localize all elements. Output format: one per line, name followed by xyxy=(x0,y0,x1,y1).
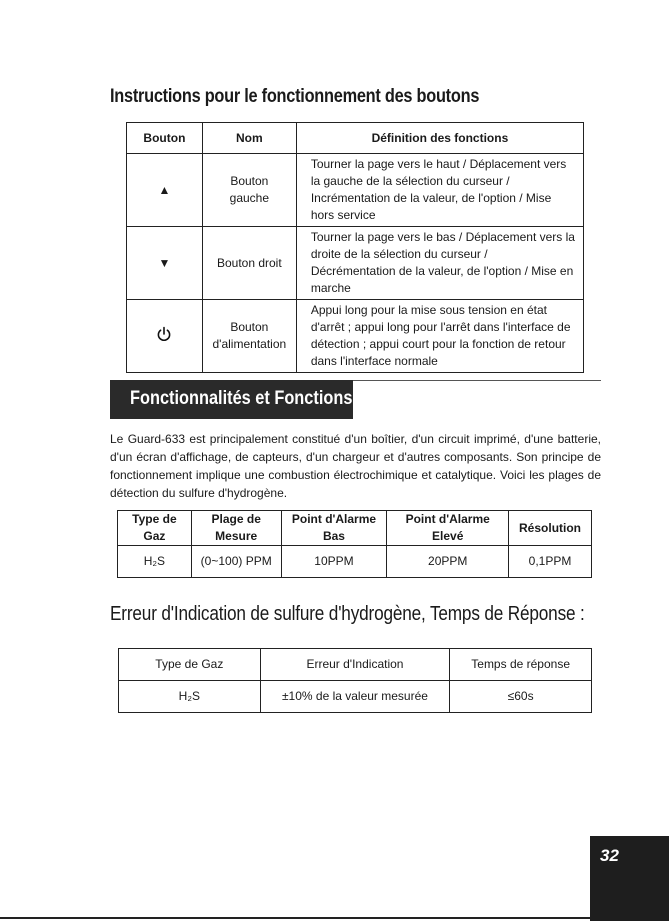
power-icon xyxy=(156,326,172,342)
up-arrow-icon: ▲ xyxy=(127,154,203,227)
intro-paragraph: Le Guard-633 est principalement constitué d'un boîtier, d'un circuit imprimé, d'une batterie, d'un écran d'affichage, de capteurs, d'un chargeur et d'autres composants. Son principe de fonctionnement implique une combustion électrochimique et catalytique. Voici les plages de détection du sulfure d'hydrogène. xyxy=(110,432,601,500)
button-definition: Appui long pour la mise sous tension en état d'arrêt ; appui long pour l'arrêt dans l'interface de détection ; appui court pour la fonction de retour dans l'interface normale xyxy=(296,300,583,373)
header-cell: Résolution xyxy=(509,511,592,546)
button-name: Bouton gauche xyxy=(202,154,296,227)
table-cell: ≤60s xyxy=(450,681,592,713)
section-banner xyxy=(110,380,353,419)
footer-line xyxy=(0,917,590,919)
section-title-features: Fonctionnalités et Fonctions xyxy=(130,388,353,409)
detection-range-table xyxy=(117,510,592,578)
table-cell: 0,1PPM xyxy=(509,546,592,578)
button-definition: Tourner la page vers le bas / Déplacement vers la droite de la sélection du curseur / Décrémentation de la valeur, de l'option / Mise en marche xyxy=(296,227,583,300)
power-icon-cell xyxy=(127,300,203,373)
table-row xyxy=(119,681,592,713)
header-cell: Définition des fonctions xyxy=(296,123,583,154)
table-header-row xyxy=(119,649,592,681)
table-cell: H₂S xyxy=(119,681,261,713)
header-cell: Point d'Alarme Bas xyxy=(281,511,387,546)
button-name: Bouton droit xyxy=(202,227,296,300)
table-row xyxy=(118,546,592,578)
table-header-row xyxy=(127,123,584,154)
button-definition: Tourner la page vers le haut / Déplacement vers la gauche de la sélection du curseur / Incrémentation de la valeur, de l'option / Mise hors service xyxy=(296,154,583,227)
table-cell: ±10% de la valeur mesurée xyxy=(260,681,450,713)
table-cell: 10PPM xyxy=(281,546,387,578)
table-cell: H₂S xyxy=(118,546,192,578)
header-cell: Plage de Mesure xyxy=(191,511,281,546)
header-cell: Bouton xyxy=(127,123,203,154)
header-cell: Point d'Alarme Elevé xyxy=(387,511,509,546)
header-cell: Type de Gaz xyxy=(119,649,261,681)
table-row xyxy=(127,154,584,227)
table-cell: 20PPM xyxy=(387,546,509,578)
table-cell: (0~100) PPM xyxy=(191,546,281,578)
down-arrow-icon: ▼ xyxy=(127,227,203,300)
header-cell: Temps de réponse xyxy=(450,649,592,681)
page-number: 32 xyxy=(600,846,619,865)
table-header-row xyxy=(118,511,592,546)
header-cell: Erreur d'Indication xyxy=(260,649,450,681)
divider xyxy=(353,380,601,381)
header-cell: Nom xyxy=(202,123,296,154)
table-row xyxy=(127,300,584,373)
section-title-error: Erreur d'Indication de sulfure d'hydrogène, Temps de Réponse : xyxy=(110,603,585,625)
section-title-instructions: Instructions pour le fonctionnement des boutons xyxy=(110,86,480,107)
table-row xyxy=(127,227,584,300)
button-name: Bouton d'alimentation xyxy=(202,300,296,373)
error-table xyxy=(118,648,592,713)
header-cell: Type de Gaz xyxy=(118,511,192,546)
buttons-table xyxy=(126,122,584,373)
